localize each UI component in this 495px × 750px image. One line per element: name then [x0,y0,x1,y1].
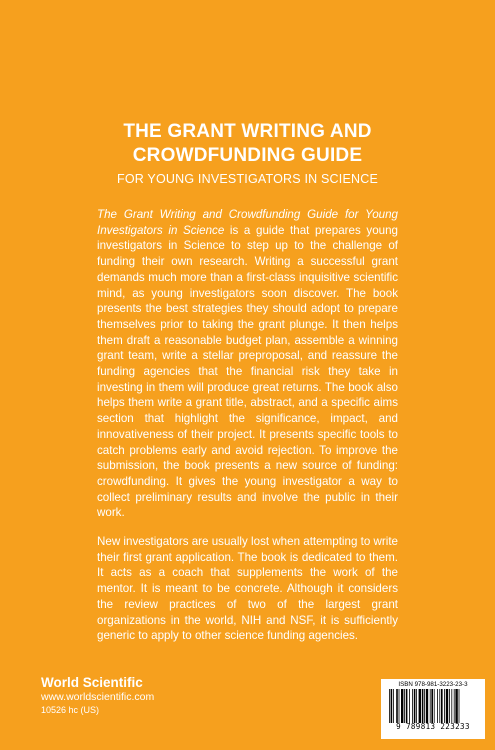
barcode-bar [451,689,452,723]
barcode-bar [422,689,424,723]
barcode-bar [441,689,443,723]
barcode-bar [409,689,410,723]
title-block [0,120,495,187]
barcode-bar [396,689,398,723]
publisher-name: World Scientific [41,675,143,690]
blurb-lead-title: The Grant Writing and Crowdfunding Guide for Young Investigators in Science [97,208,398,237]
barcode-bar [449,689,450,723]
barcode-image [387,689,479,723]
isbn-label: ISBN 978-981-3223-23-3 [398,681,468,688]
barcode-bar [419,689,421,723]
barcode-bar [430,689,431,723]
publisher-code: 10526 hc (US) [41,705,100,715]
barcode-bar [424,689,425,723]
barcode-bar [444,689,445,723]
barcode-bar [459,689,460,723]
blurb-text [97,207,398,657]
barcode-bar [454,689,455,723]
barcode-bar [437,689,438,723]
isbn-digits: 9 789813 223233 [396,722,470,731]
book-title-line1: THE GRANT WRITING AND [123,121,372,142]
barcode-bar [446,689,448,723]
barcode-bar [389,689,390,723]
publisher-url: www.worldscientific.com [41,691,155,703]
barcode-bar [455,689,457,723]
barcode-bar [431,689,433,723]
barcode-bar [404,689,405,723]
barcode-bar [401,689,403,723]
barcode-bar [412,689,413,723]
blurb-paragraph-1 [97,207,398,521]
publisher-info [41,675,154,716]
blurb-paragraph-1-text: is a guide that prepares young investigators in Science to step up to the challenge of funding their own research. Writing a successful grant demands much more than a first-class inquisitive scientific mind, as young investigators soon discover. The book presents the best strategies they should adopt to prepare themselves prior to taking the grant plunge. It then helps them draft a reasonable budget plan, assemble a winning grant team, write a stellar preproposal, and reassure the funding agencies that the financial risk they take in investing in them will produce great returns. The book also helps them write a grant title, abstract, and a specific aims section that highlight the significance, impact, and innovativeness of their project. It presents specific tools to catch problems early and avoid rejection. To improve the submission, the book presents a new source of funding: crowdfunding. It gives the young investigator a way to collect preliminary results and involve the public in their work. [97,223,398,520]
barcode-bar [391,689,393,723]
book-title-line2: CROWDFUNDING GUIDE [132,145,363,166]
blurb-paragraph-2: New investigators are usually lost when attempting to write their first grant application. The book is dedicated to them. It acts as a coach that supplements the work of the mentor. It is meant to be concrete. Although it considers the review practices of two of the largest grant organizations in the world, NIH and NSF, it is sufficiently generic to apply to other science funding agencies. [97,535,398,643]
barcode-bar [393,689,394,723]
barcode-bar [426,689,428,723]
barcode-bar [399,689,400,723]
barcode-bar [406,689,408,723]
barcode-bar [439,689,440,723]
isbn-barcode [381,679,485,739]
barcode-bar [434,689,435,723]
book-subtitle: FOR YOUNG INVESTIGATORS IN SCIENCE [116,172,378,186]
barcode-bar [414,689,416,723]
barcode-bar [416,689,417,723]
